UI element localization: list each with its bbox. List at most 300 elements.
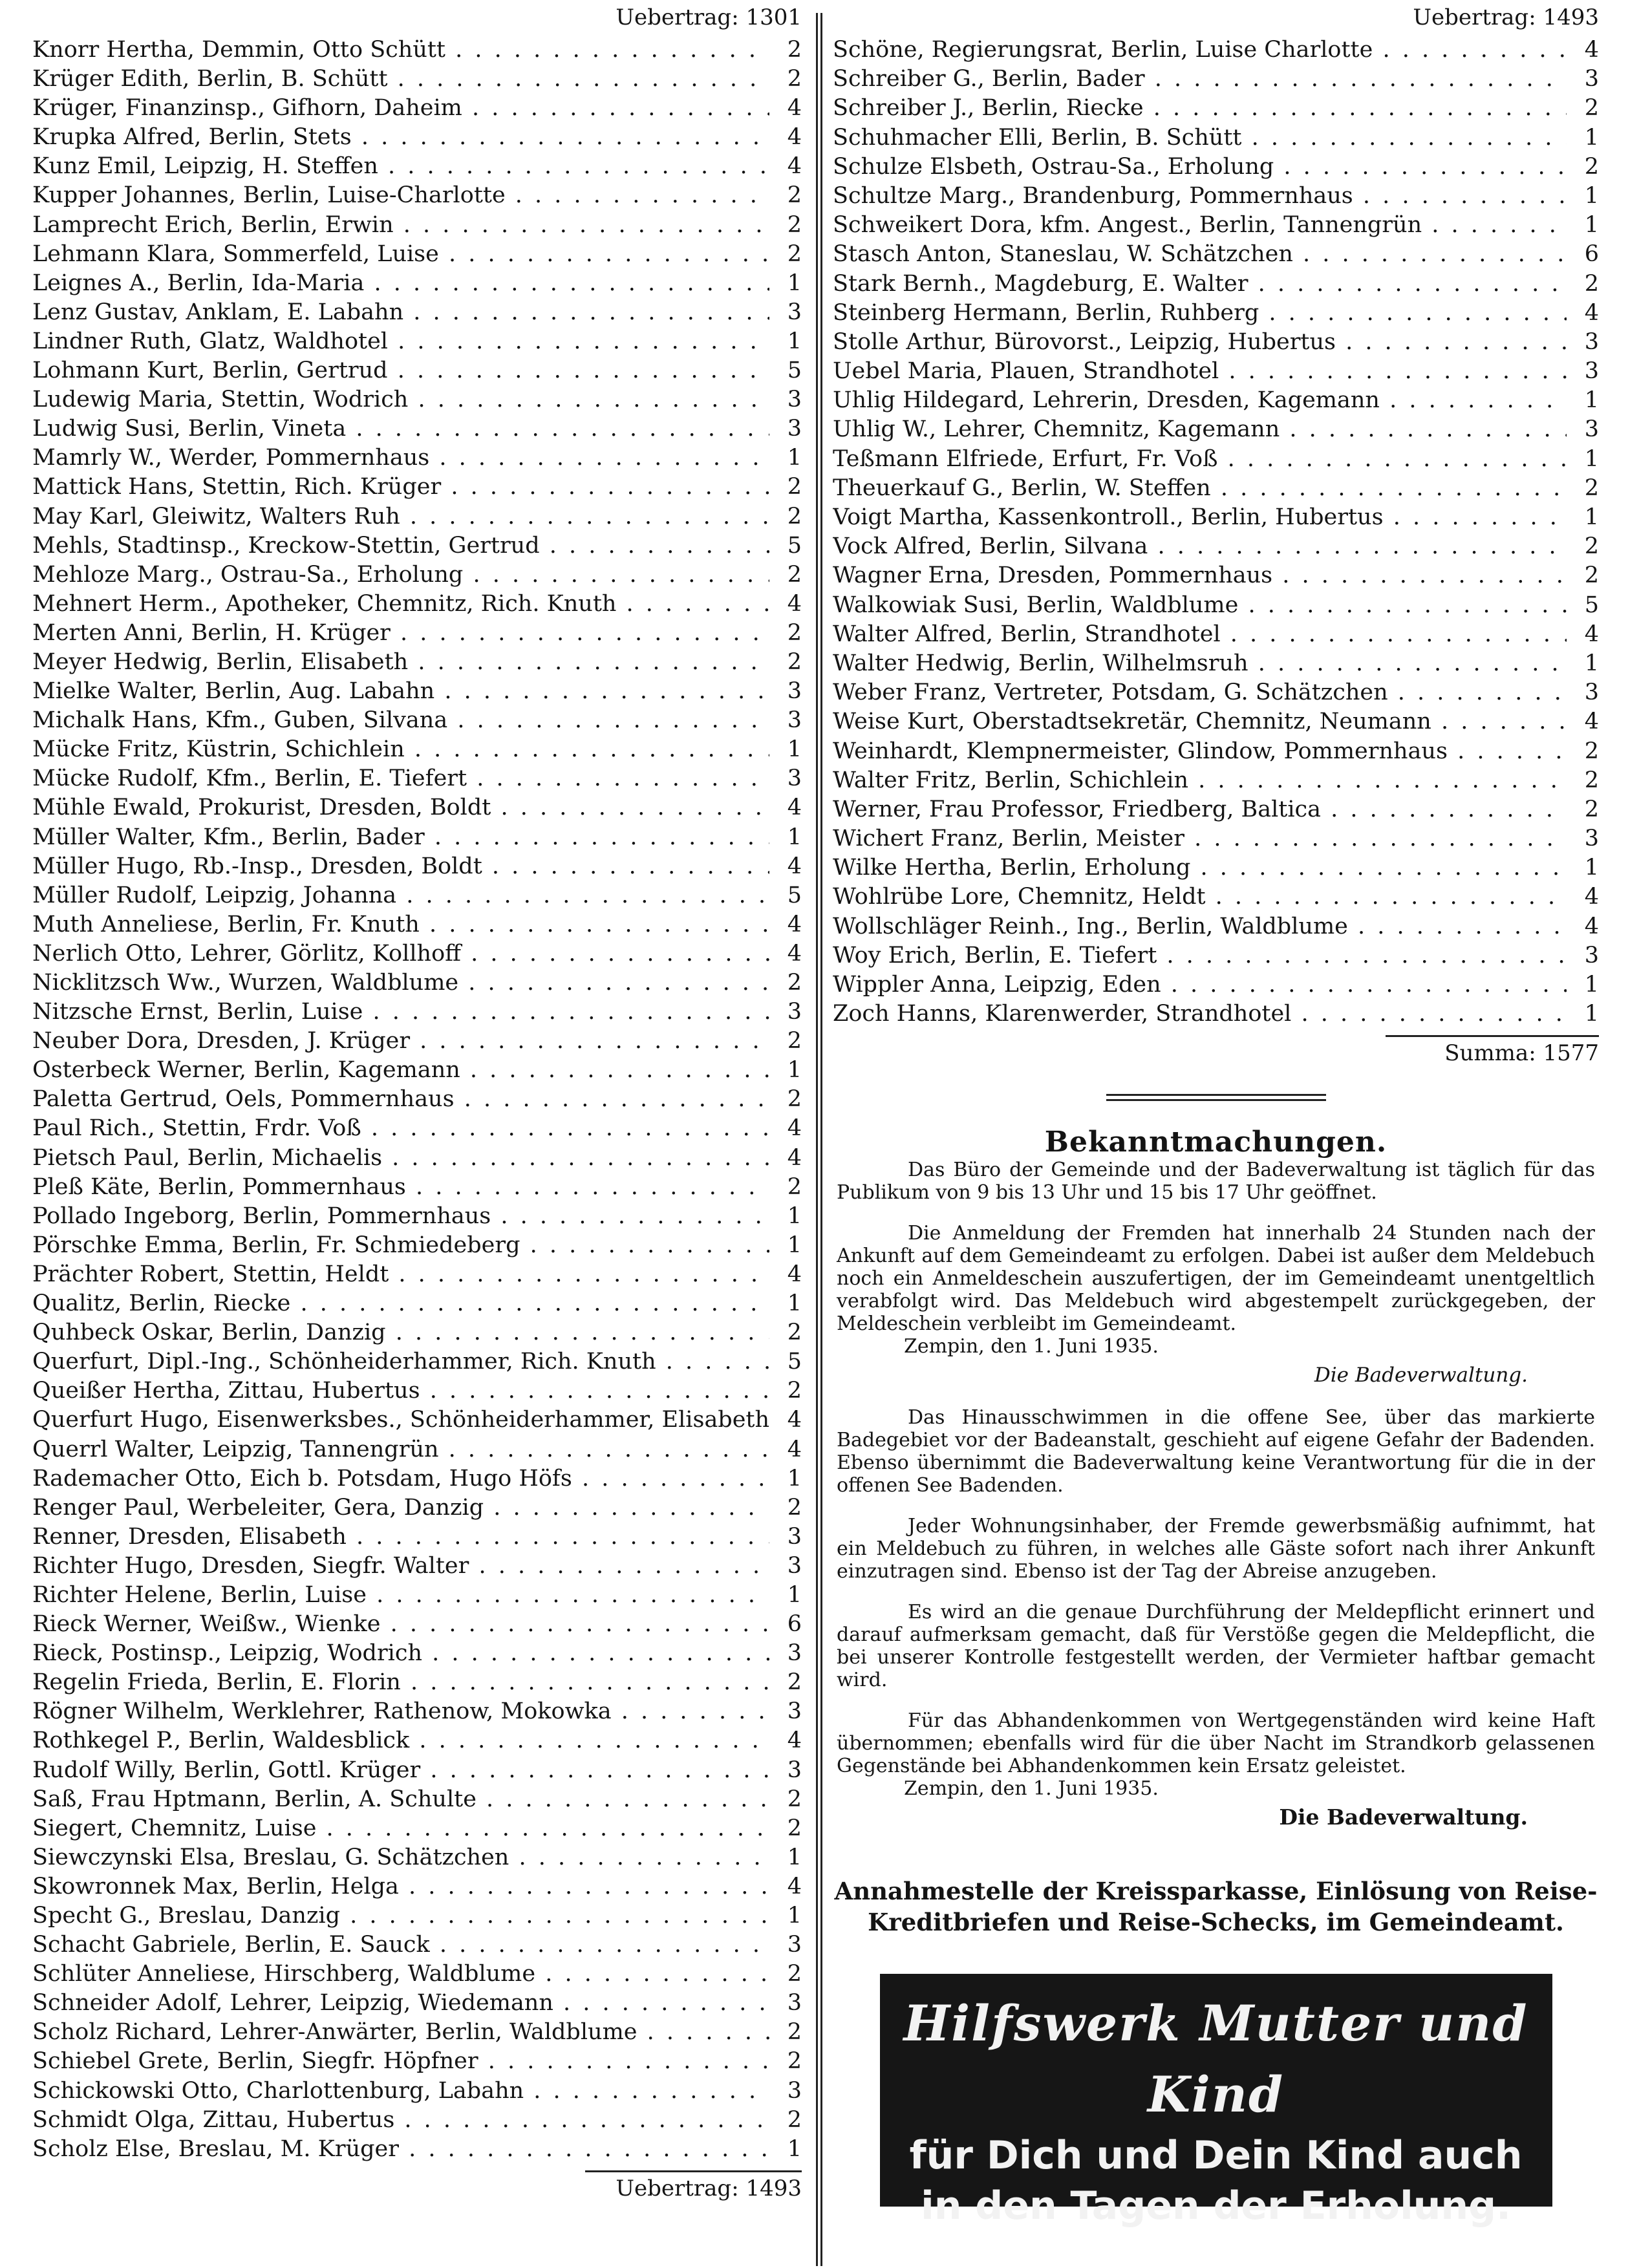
announcement-signature: Die Badeverwaltung. [1279, 1804, 1528, 1830]
double-rule-divider [833, 1094, 1599, 1101]
guest-entry-count: 1 [1584, 972, 1599, 998]
guest-entry [32, 1989, 802, 2018]
guest-entry [32, 1726, 802, 1755]
guest-entry-text: Stasch Anton, Staneslau, W. Schätzchen . . . [833, 240, 1567, 269]
guest-entry-text: Kunz Emil, Leipzig, H. Steffen . . . [32, 152, 769, 181]
guest-entry-text: Schmidt Olga, Zittau, Hubertus . . . [32, 2106, 769, 2135]
guest-entry-count: 1 [787, 1844, 802, 1870]
guest-entry-count: 1 [787, 1290, 802, 1317]
guest-entry-text: Schuhmacher Elli, Berlin, B. Schütt . . . [833, 123, 1567, 153]
guest-entry [32, 823, 802, 852]
guest-entry-count: 4 [787, 590, 802, 617]
guest-entry-text: Mehnert Herm., Apotheker, Chemnitz, Rich. Knuth . . . [32, 590, 769, 619]
announcement-office-hours: Das Büro der Gemeinde und der Badeverwaltung ist täglich für das Publikum von 9 bis 13 Uhr und 15 bis 17 Uhr geöffnet. [837, 1159, 1595, 1204]
guest-entry [32, 211, 802, 240]
guest-entry [32, 1376, 802, 1406]
guest-entry-count: 4 [787, 1873, 802, 1899]
guest-entry-count: 5 [787, 532, 802, 559]
guest-entry-count: 4 [1584, 913, 1599, 939]
guest-entry-count: 3 [1584, 942, 1599, 968]
guest-entry-text: Stolle Arthur, Bürovorst., Leipzig, Hubertus . . . [833, 328, 1567, 357]
guest-entry-text: Schickowski Otto, Charlottenburg, Labahn . . . [32, 2077, 769, 2106]
announcement-guestbook: Jeder Wohnungsinhaber, der Fremde gewerbsmäßig aufnimmt, hat ein Meldebuch zu führen, in welches alle Gäste sofort nach ihrer Ankunft einzutragen sind. Ebenso ist der Tag der Abreise anzugeben. [837, 1515, 1595, 1583]
guest-entry [32, 1202, 802, 1231]
guest-entry [32, 881, 802, 910]
carry-out-value: 1493 [745, 2175, 802, 2201]
guest-entry-text: Schulze Elsbeth, Ostrau-Sa., Erholung . . . [833, 153, 1567, 182]
guest-entry [32, 590, 802, 619]
guest-entry-count: 3 [787, 765, 802, 792]
guest-entry-text: Scholz Richard, Lehrer-Anwärter, Berlin, Waldblume . . . [32, 2018, 769, 2047]
guest-entry-count: 3 [787, 1552, 802, 1579]
guest-entry-count: 3 [787, 1990, 802, 2017]
guest-entry [32, 1931, 802, 1960]
guest-entry-text: Rademacher Otto, Eich b. Potsdam, Hugo Höfs . . . [32, 1464, 769, 1493]
guest-entry-text: Müller Walter, Kfm., Berlin, Bader . . . [32, 823, 769, 852]
guest-entry-text: Teßmann Elfriede, Erfurt, Fr. Voß . . . [833, 445, 1567, 474]
guest-entry [32, 1347, 802, 1376]
guest-entry-count: 1 [1584, 182, 1599, 209]
savings-bank-notice: Annahmestelle der Kreissparkasse, Einlösung von Reise-Kreditbriefen und Reise-Schecks, im Gemeindeamt. [834, 1877, 1598, 1937]
guest-entry-count: 4 [787, 1261, 802, 1287]
guest-entry-text: Specht G., Breslau, Danzig . . . [32, 1901, 769, 1931]
guest-entry-count: 5 [1584, 592, 1599, 618]
guest-entry-text: Lindner Ruth, Glatz, Waldhotel . . . [32, 327, 769, 356]
guest-entry-count: 3 [787, 1932, 802, 1958]
guest-entry-text: Schreiber J., Berlin, Riecke . . . [833, 94, 1567, 123]
guest-entry [32, 1289, 802, 1318]
guest-entry [32, 939, 802, 968]
guest-entry-count: 4 [787, 795, 802, 821]
guest-entry-text: Krüger Edith, Berlin, B. Schütt . . . [32, 65, 769, 94]
rule-line [1106, 1094, 1326, 1096]
guest-entry-count: 2 [787, 241, 802, 267]
guest-entry-count: 3 [787, 387, 802, 413]
guest-entry [32, 910, 802, 939]
sum-total [833, 1037, 1599, 1069]
guest-entry [32, 269, 802, 298]
guest-entry-text: Michalk Hans, Kfm., Guben, Silvana . . . [32, 706, 769, 735]
announcement-valuables: Für das Abhandenkommen von Wertgegenständen wird keine Haft übernommen; ebenfalls wird für die über Nacht im Strandkorb gelassenen Gegenstände bei Abhandenkommen kein Ersatz geleistet. [837, 1709, 1595, 1778]
guest-entry-count: 2 [787, 2048, 802, 2075]
guest-entry-count: 2 [1584, 738, 1599, 764]
guest-entry-count: 3 [787, 299, 802, 325]
guest-entry-count: 3 [1584, 416, 1599, 443]
guest-list-left-column [32, 0, 802, 2205]
guest-entry-count: 2 [787, 1815, 802, 1841]
guest-entry-count: 3 [1584, 66, 1599, 92]
guest-entry-text: Meyer Hedwig, Berlin, Elisabeth . . . [32, 648, 769, 677]
guest-entry [32, 1493, 802, 1523]
guest-entry-count: 1 [1584, 124, 1599, 151]
guest-entry-text: Werner, Frau Professor, Friedberg, Baltica . . . [833, 795, 1567, 824]
guest-entry-text: Prächter Robert, Stettin, Heldt . . . [32, 1260, 769, 1289]
sum-value: 1577 [1543, 1040, 1599, 1067]
guest-entry [32, 968, 802, 998]
carry-in-label: Uebertrag: [1413, 5, 1536, 30]
guest-entry [32, 240, 802, 269]
guest-entry [32, 1814, 802, 1843]
guest-entry-text: Merten Anni, Berlin, H. Krüger . . . [32, 619, 769, 648]
guest-entry-count: 1 [787, 270, 802, 296]
guest-entry-count: 1 [787, 1581, 802, 1608]
guest-entry [32, 65, 802, 94]
guest-entry-text: Rieck Werner, Weißw., Wienke . . . [32, 1610, 769, 1639]
guest-entry [833, 795, 1599, 824]
guest-entry [833, 240, 1599, 269]
guest-entry [32, 1027, 802, 1056]
guest-entry-text: Uhlig Hildegard, Lehrerin, Dresden, Kagemann . . . [833, 386, 1567, 415]
guest-entry [32, 1843, 802, 1872]
guest-entry-text: Siewczynski Elsa, Breslau, G. Schätzchen . . . [32, 1843, 769, 1872]
guest-entry [833, 328, 1599, 357]
guest-entry [833, 912, 1599, 941]
advertisement-line: für Dich und Dein Kind auch [909, 2133, 1523, 2179]
guest-entry-count: 2 [787, 970, 802, 996]
guest-entry-text: Wippler Anna, Leipzig, Eden . . . [833, 970, 1567, 1000]
guest-entry-text: Quhbeck Oskar, Berlin, Danzig . . . [32, 1318, 769, 1347]
guest-entry [833, 824, 1599, 853]
guest-entry-count: 2 [787, 66, 802, 92]
guest-entry-text: Rudolf Willy, Berlin, Gottl. Krüger . . . [32, 1756, 769, 1785]
guest-entry-count: 1 [1584, 387, 1599, 414]
guest-entry-count: 4 [1584, 37, 1599, 63]
guest-entry-count: 3 [787, 707, 802, 734]
carry-in-left [32, 0, 802, 36]
guest-entry-count: 3 [1584, 358, 1599, 385]
guest-entry [32, 152, 802, 181]
guest-entry-text: Schiebel Grete, Berlin, Siegfr. Höpfner . . . [32, 2047, 769, 2076]
guest-entry-text: Wohlrübe Lore, Chemnitz, Heldt . . . [833, 883, 1567, 912]
guest-entry-text: Regelin Frieda, Berlin, E. Florin . . . [32, 1668, 769, 1697]
guest-entry [833, 620, 1599, 649]
guest-entry-text: Renner, Dresden, Elisabeth . . . [32, 1523, 769, 1552]
guest-entry-count: 2 [787, 1961, 802, 1987]
guest-entry-text: Lenz Gustav, Anklam, E. Labahn . . . [32, 298, 769, 327]
guest-entry-count: 3 [787, 999, 802, 1025]
guest-entry-count: 2 [787, 2019, 802, 2046]
guest-entry [833, 678, 1599, 707]
guest-entry [32, 1610, 802, 1639]
guest-entry-text: Stark Bernh., Magdeburg, E. Walter . . . [833, 270, 1567, 299]
guest-entry-count: 4 [1584, 709, 1599, 735]
guest-entry-count: 4 [787, 853, 802, 879]
guest-entry-text: Mühle Ewald, Prokurist, Dresden, Boldt . . . [32, 793, 769, 822]
guest-entry-count: 1 [787, 1903, 802, 1929]
guest-entry [833, 883, 1599, 912]
guest-entry-text: Nerlich Otto, Lehrer, Görlitz, Kollhoff . . . [32, 939, 769, 968]
guest-entry [32, 1260, 802, 1289]
guest-entry-count: 1 [1584, 1001, 1599, 1027]
guest-entry-text: Schneider Adolf, Lehrer, Leipzig, Wiedemann . . . [32, 1989, 769, 2018]
guest-entry-count: 4 [787, 1115, 802, 1142]
guest-entry-text: Muth Anneliese, Berlin, Fr. Knuth . . . [32, 910, 769, 939]
advertisement-banner [880, 1974, 1552, 2229]
guest-entry-count: 1 [787, 328, 802, 354]
guest-entry [32, 2077, 802, 2106]
guest-entry-count: 2 [787, 37, 802, 63]
guest-entry-count: 4 [787, 1407, 802, 1433]
guest-entry [32, 502, 802, 531]
guest-entry-text: Saß, Frau Hptmann, Berlin, A. Schulte . . . [32, 1785, 769, 1814]
guest-entry [32, 706, 802, 735]
guest-entry-text: Schreiber G., Berlin, Bader . . . [833, 65, 1567, 94]
guest-entry-text: Qualitz, Berlin, Riecke . . . [32, 1289, 769, 1318]
guest-entry-text: Mehloze Marg., Ostrau-Sa., Erholung . . . [32, 561, 769, 590]
guest-entry [32, 444, 802, 473]
guest-entry [32, 2135, 802, 2164]
guest-entry-text: Mattick Hans, Stettin, Rich. Krüger . . . [32, 473, 769, 502]
guest-entry [32, 1173, 802, 1202]
guest-entry [32, 1552, 802, 1581]
guest-entry-count: 3 [1584, 328, 1599, 355]
guest-entry-text: Schultze Marg., Brandenburg, Pommernhaus . . . [833, 182, 1567, 211]
guest-list-right [833, 36, 1599, 1029]
guest-entry [32, 1318, 802, 1347]
guest-entry-text: Wollschläger Reinh., Ing., Berlin, Waldblume . . . [833, 912, 1567, 941]
guest-entry-text: Theuerkauf G., Berlin, W. Steffen . . . [833, 474, 1567, 503]
guest-entry-text: Nicklitzsch Ww., Wurzen, Waldblume . . . [32, 968, 769, 998]
carry-in-value: 1493 [1543, 5, 1599, 30]
guest-entry [32, 356, 802, 385]
guest-entry-count: 6 [1584, 241, 1599, 268]
advertisement-line: in den Tagen der Erholung. [921, 2183, 1511, 2229]
carry-out-left [32, 2172, 802, 2205]
guest-entry [32, 94, 802, 123]
guest-entry [833, 386, 1599, 415]
guest-entry [833, 153, 1599, 182]
guest-entry-text: Schacht Gabriele, Berlin, E. Sauck . . . [32, 1931, 769, 1960]
guest-entry-count: 2 [787, 182, 802, 209]
guest-entry-text: Rothkegel P., Berlin, Waldesblick . . . [32, 1726, 769, 1755]
announcement-registration: Die Anmeldung der Fremden hat innerhalb 24 Stunden nach der Ankunft auf dem Gemeindeamt zu erfolgen. Dabei ist außer dem Meldebuch noch ein Anmeldeschein auszufertigen, der im Gemeindeamt unentgeltlich verabfolgt wird. Das Meldebuch wird abgestempelt zurückgegeben, der Meldeschein verbleibt im Gemeindeamt. [837, 1222, 1595, 1336]
guest-entry-text: Ludwig Susi, Berlin, Vineta . . . [32, 414, 769, 444]
guest-entry-count: 2 [787, 1669, 802, 1696]
guest-entry-count: 3 [787, 2077, 802, 2104]
guest-entry [833, 1000, 1599, 1029]
guest-entry [833, 357, 1599, 386]
guest-entry [32, 1231, 802, 1260]
guest-entry [32, 1668, 802, 1697]
guest-entry-text: Walter Hedwig, Berlin, Wilhelmsruh . . . [833, 649, 1567, 678]
guest-entry-count: 1 [1584, 855, 1599, 881]
guest-entry [32, 764, 802, 793]
rule-line [1106, 1099, 1326, 1101]
guest-entry [32, 677, 802, 706]
guest-list-right-column [833, 0, 1599, 2229]
guest-entry [833, 766, 1599, 795]
guest-entry [833, 474, 1599, 503]
guest-entry-count: 2 [1584, 270, 1599, 297]
guest-entry-text: Wilke Hertha, Berlin, Erholung . . . [833, 853, 1567, 883]
guest-entry-count: 3 [787, 1523, 802, 1550]
guest-entry-text: Osterbeck Werner, Berlin, Kagemann . . . [32, 1056, 769, 1085]
guest-entry [32, 123, 802, 152]
guest-entry-count: 4 [787, 1728, 802, 1754]
guest-entry-text: Kupper Johannes, Berlin, Luise-Charlotte . . . [32, 181, 769, 210]
guest-entry-text: Steinberg Hermann, Berlin, Ruhberg . . . [833, 299, 1567, 328]
guest-entry-text: Lehmann Klara, Sommerfeld, Luise . . . [32, 240, 769, 269]
guest-entry [833, 649, 1599, 678]
guest-entry [833, 270, 1599, 299]
guest-entry-count: 5 [787, 1349, 802, 1375]
guest-entry [833, 415, 1599, 444]
guest-entry-count: 1 [1584, 650, 1599, 676]
sum-label: Summa: [1444, 1040, 1536, 1067]
carry-in-right [833, 0, 1599, 36]
guest-entry-count: 2 [787, 2106, 802, 2133]
guest-entry-count: 4 [1584, 884, 1599, 910]
guest-entry [32, 793, 802, 822]
guest-entry-text: Zoch Hanns, Klarenwerder, Strandhotel . . . [833, 1000, 1567, 1029]
guest-entry-text: Krüger, Finanzinsp., Gifhorn, Daheim . . . [32, 94, 769, 123]
guest-entry-text: Ludewig Maria, Stettin, Wodrich . . . [32, 385, 769, 414]
guest-entry-count: 3 [787, 1698, 802, 1725]
guest-entry [833, 737, 1599, 766]
guest-entry-text: Siegert, Chemnitz, Luise . . . [32, 1814, 769, 1843]
guest-entry-text: Mamrly W., Werder, Pommernhaus . . . [32, 444, 769, 473]
advertisement-logo: Hilfswerk Mutter und Kind [903, 1995, 1528, 2124]
guest-entry-text: Walter Alfred, Berlin, Strandhotel . . . [833, 620, 1567, 649]
guest-entry-count: 3 [787, 416, 802, 442]
guest-entry-count: 3 [787, 1757, 802, 1783]
guest-entry-count: 1 [1584, 445, 1599, 472]
guest-entry [32, 2047, 802, 2076]
guest-entry-text: Scholz Else, Breslau, M. Krüger . . . [32, 2135, 769, 2164]
guest-entry-text: Wichert Franz, Berlin, Meister . . . [833, 824, 1567, 853]
guest-entry-count: 2 [787, 1494, 802, 1521]
guest-entry-count: 1 [787, 1232, 802, 1258]
guest-entry [32, 1960, 802, 1989]
guest-entry [833, 65, 1599, 94]
guest-entry [833, 503, 1599, 532]
guest-entry [833, 299, 1599, 328]
announcement-date: Zempin, den 1. Juni 1935. [904, 1777, 1159, 1801]
guest-entry [32, 531, 802, 561]
carry-in-label: Uebertrag: [616, 5, 739, 30]
guest-entry [32, 2106, 802, 2135]
guest-entry-text: Schweikert Dora, kfm. Angest., Berlin, Tannengrün . . . [833, 211, 1567, 240]
guest-entry [32, 998, 802, 1027]
guest-entry [833, 182, 1599, 211]
announcements-heading: Bekanntmachungen. [1044, 1126, 1388, 1159]
guest-entry-count: 4 [787, 153, 802, 180]
guest-entry-text: Querrl Walter, Leipzig, Tannengrün . . . [32, 1435, 769, 1464]
announcement-date: Zempin, den 1. Juni 1935. [904, 1335, 1159, 1358]
guest-entry [833, 853, 1599, 883]
guest-entry [32, 1785, 802, 1814]
guest-entry [32, 1901, 802, 1931]
guest-entry-text: Mielke Walter, Berlin, Aug. Labahn . . . [32, 677, 769, 706]
guest-entry-count: 1 [787, 824, 802, 850]
guest-entry-count: 2 [787, 561, 802, 588]
guest-entry-text: Krupka Alfred, Berlin, Stets . . . [32, 123, 769, 152]
guest-entry-count: 2 [1584, 533, 1599, 560]
guest-entry [32, 1697, 802, 1726]
guest-entry-text: Nitzsche Ernst, Berlin, Luise . . . [32, 998, 769, 1027]
guest-entry-text: Weinhardt, Klempnermeister, Glindow, Pommernhaus . . . [833, 737, 1567, 766]
announcement-swimming: Das Hinausschwimmen in die offene See, über das markierte Badegebiet vor der Badeanstalt, geschieht auf eigene Gefahr der Badenden. Ebenso übernimmt die Badeverwaltung keine Verantwortung für die in der offenen See Badenden. [837, 1406, 1595, 1497]
guest-entry-text: Lamprecht Erich, Berlin, Erwin . . . [32, 211, 769, 240]
guest-entry-text: Knorr Hertha, Demmin, Otto Schütt . . . [32, 36, 769, 65]
guest-entry [32, 619, 802, 648]
guest-entry [833, 445, 1599, 474]
guest-entry-text: Wagner Erna, Dresden, Pommernhaus . . . [833, 561, 1567, 590]
guest-entry [833, 123, 1599, 153]
guest-entry-count: 2 [787, 1173, 802, 1200]
guest-entry-text: Pietsch Paul, Berlin, Michaelis . . . [32, 1144, 769, 1173]
guest-entry [32, 298, 802, 327]
guest-entry-text: May Karl, Gleiwitz, Walters Ruh . . . [32, 502, 769, 531]
guest-entry-text: Pollado Ingeborg, Berlin, Pommernhaus . . . [32, 1202, 769, 1231]
guest-entry [833, 561, 1599, 590]
guest-entry-count: 3 [787, 678, 802, 705]
guest-entry-count: 5 [787, 358, 802, 384]
guest-entry-count: 3 [1584, 826, 1599, 852]
guest-entry-text: Müller Hugo, Rb.-Insp., Dresden, Boldt . . . [32, 852, 769, 881]
guest-entry-count: 3 [787, 1640, 802, 1667]
guest-entry [833, 94, 1599, 123]
guest-entry-count: 4 [787, 940, 802, 967]
guest-entry [833, 532, 1599, 561]
guest-entry-text: Renger Paul, Werbeleiter, Gera, Danzig . . . [32, 1493, 769, 1523]
guest-entry-text: Walter Fritz, Berlin, Schichlein . . . [833, 766, 1567, 795]
guest-entry-count: 2 [787, 1320, 802, 1346]
guest-entry-count: 2 [787, 648, 802, 675]
guest-entry-count: 2 [1584, 95, 1599, 122]
guest-entry-count: 1 [787, 1203, 802, 1229]
guest-entry [32, 1523, 802, 1552]
guest-entry [833, 941, 1599, 970]
guest-entry-text: Rieck, Postinsp., Leipzig, Wodrich . . . [32, 1639, 769, 1668]
guest-entry [32, 1406, 802, 1435]
guest-entry [32, 2018, 802, 2047]
guest-entry-text: Uebel Maria, Plauen, Strandhotel . . . [833, 357, 1567, 386]
guest-entry-count: 4 [1584, 299, 1599, 326]
guest-entry-text: Pörschke Emma, Berlin, Fr. Schmiedeberg . . . [32, 1231, 769, 1260]
guest-entry [32, 1114, 802, 1143]
guest-list-left [32, 36, 802, 2164]
guest-entry-text: Schlüter Anneliese, Hirschberg, Waldblume . . . [32, 1960, 769, 1989]
guest-entry [32, 414, 802, 444]
column-divider [816, 13, 822, 2266]
guest-entry [32, 1581, 802, 1610]
guest-entry [32, 1639, 802, 1668]
guest-entry [833, 591, 1599, 620]
guest-entry-count: 2 [787, 1086, 802, 1113]
guest-entry-text: Neuber Dora, Dresden, J. Krüger . . . [32, 1027, 769, 1056]
guest-entry-count: 4 [787, 1144, 802, 1171]
guest-entry-count: 1 [1584, 504, 1599, 530]
guest-entry [833, 970, 1599, 1000]
guest-entry-text: Weber Franz, Vertreter, Potsdam, G. Schätzchen . . . [833, 678, 1567, 707]
guest-entry [32, 385, 802, 414]
guest-entry-text: Walkowiak Susi, Berlin, Waldblume . . . [833, 591, 1567, 620]
guest-entry-text: Schöne, Regierungsrat, Berlin, Luise Charlotte . . . [833, 36, 1567, 65]
guest-entry [32, 327, 802, 356]
carry-in-value: 1301 [745, 5, 802, 30]
guest-entry-count: 1 [787, 1465, 802, 1492]
guest-entry-count: 4 [787, 95, 802, 122]
guest-entry-text: Rögner Wilhelm, Werklehrer, Rathenow, Mokowka . . . [32, 1697, 769, 1726]
guest-entry-text: Querfurt Hugo, Eisenwerksbes., Schönheiderhammer, Elisabeth . . . [32, 1406, 769, 1435]
guest-entry [833, 36, 1599, 65]
guest-entry-count: 1 [787, 1057, 802, 1084]
guest-entry [32, 181, 802, 210]
guest-entry-text: Mücke Fritz, Küstrin, Schichlein . . . [32, 735, 769, 764]
guest-entry [32, 1435, 802, 1464]
guest-entry [32, 1464, 802, 1493]
